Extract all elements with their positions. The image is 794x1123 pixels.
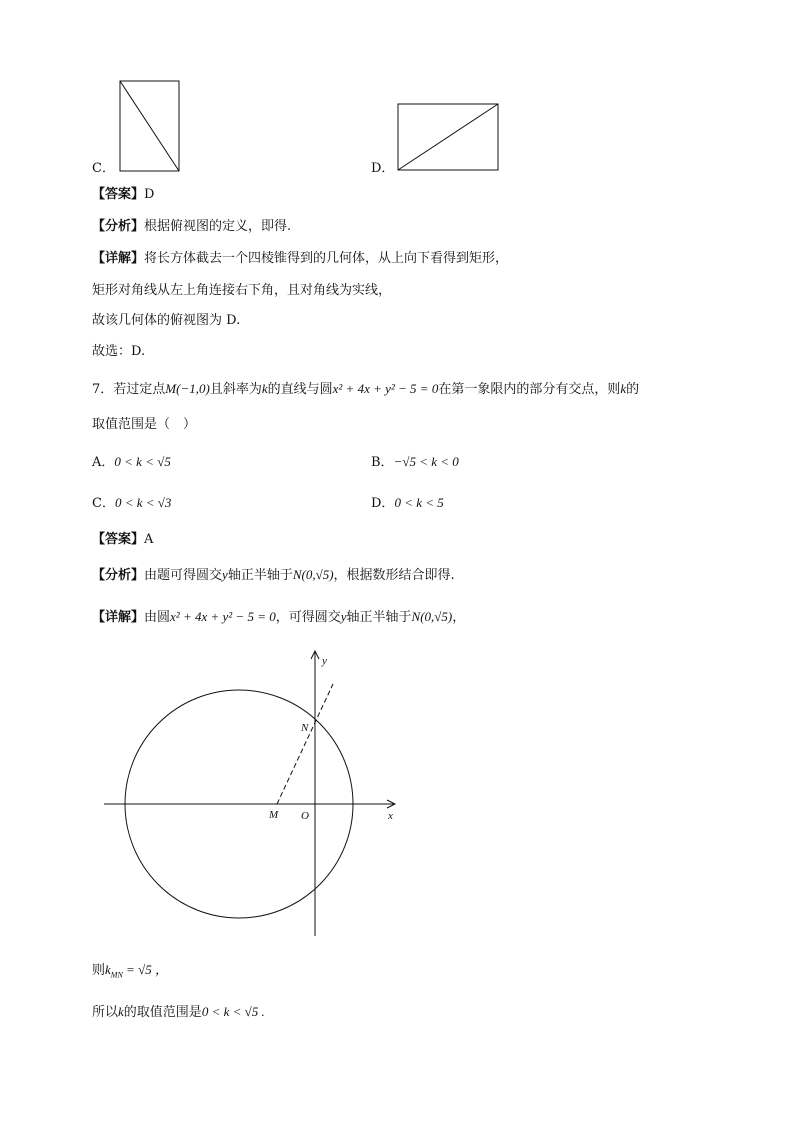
prev-detail-line4: 故选：D. [92,344,146,359]
option-a-value: 0 < k < √5 [114,454,171,469]
detail-text: 轴正半轴于 [346,610,412,625]
q7-stem-line2: 取值范围是（ ） [92,417,197,432]
stem-text: 若过定点 [113,382,166,397]
option-b-value: −√5 < k < 0 [393,454,459,469]
figure-d-rectangle [398,104,498,170]
detail-tag: 【详解】 [92,610,145,625]
slope-k: k [620,381,627,396]
analysis-text: 由题可得圆交 [144,568,223,583]
option-c-label: C． [92,496,115,511]
origin-label: O [301,810,309,822]
k-symbol: k [118,1004,124,1019]
stem-text: 的 [626,382,640,397]
point-n-label: N [301,722,309,734]
answer-tag: 【答案】 [92,532,145,547]
conclusion-text: 所以 [92,1005,119,1020]
prev-detail-line3: 故该几何体的俯视图为 D. [92,313,241,328]
analysis-text: ，根据数形结合即得. [333,568,455,583]
question-number: 7． [92,382,114,397]
conclusion-2 [92,1004,265,1021]
point-n: N(0,√5) [292,567,334,582]
option-b [371,454,459,471]
q7-analysis [92,567,455,584]
option-c-value: 0 < k < √3 [114,495,172,510]
q7-stem-line1 [92,381,639,398]
conclusion-text: 则 [92,963,106,978]
q7-answer [92,532,153,548]
analysis-tag: 【分析】 [92,568,145,583]
figure-c-rectangle [120,81,179,171]
y-axis-var: y [222,567,228,582]
point-m-label: M [269,809,279,821]
slope-k: k [261,381,268,396]
stem-text: 在第一象限内的部分有交点，则 [438,382,621,397]
detail-text: ，可得圆交 [275,610,341,625]
detail-tag: 【详解】 [92,251,145,266]
option-d-label: D． [371,496,395,511]
circle-equation: x² + 4x + y² − 5 = 0 [170,609,276,624]
option-b-label: B． [371,455,394,470]
detail-text: ， [452,610,466,625]
k-mn [105,962,123,980]
line-mn [277,684,333,804]
point-m: M(−1,0) [165,381,210,396]
answer-value: A [144,532,154,547]
option-d [371,495,444,512]
k-subscript: MN [110,970,123,980]
option-d-value: 0 < k < 5 [394,495,444,510]
y-axis-label: y [322,655,327,667]
option-c [92,495,171,512]
stem-text: 的直线与圆 [267,382,333,397]
x-axis-label: x [388,810,393,822]
prev-detail-line1 [92,251,508,267]
option-a-label: A． [92,455,115,470]
conclusion-value: = √5 ， [122,962,168,977]
k-symbol: k [105,962,111,977]
detail-text: 由圆 [144,610,171,625]
detail-text: 将长方体截去一个四棱锥得到的几何体，从上向下看得到矩形， [144,251,509,266]
option-figures [0,0,794,180]
analysis-tag: 【分析】 [92,219,145,234]
option-a [92,454,171,471]
prev-answer [92,187,154,203]
answer-value: D [144,187,155,202]
y-axis-var: y [340,609,347,624]
option-d-label: D． [371,161,395,176]
q7-detail [92,609,465,626]
analysis-text: 根据俯视图的定义，即得. [144,219,292,234]
analysis-text: 轴正半轴于 [227,568,293,583]
option-c-label: C． [92,161,115,176]
circle-equation: x² + 4x + y² − 5 = 0 [332,381,439,396]
prev-detail-line2: 矩形对角线从左上角连接右下角，且对角线为实线， [92,283,392,298]
conclusion-text: 的取值范围是 [123,1005,202,1020]
conclusion-value: 0 < k < √5 . [201,1004,265,1019]
prev-analysis [92,219,291,235]
conclusion-1 [92,962,168,984]
answer-tag: 【答案】 [92,187,145,202]
circle-figure [0,640,794,945]
stem-text: 且斜率为 [209,382,262,397]
point-n: N(0,√5) [411,609,453,624]
